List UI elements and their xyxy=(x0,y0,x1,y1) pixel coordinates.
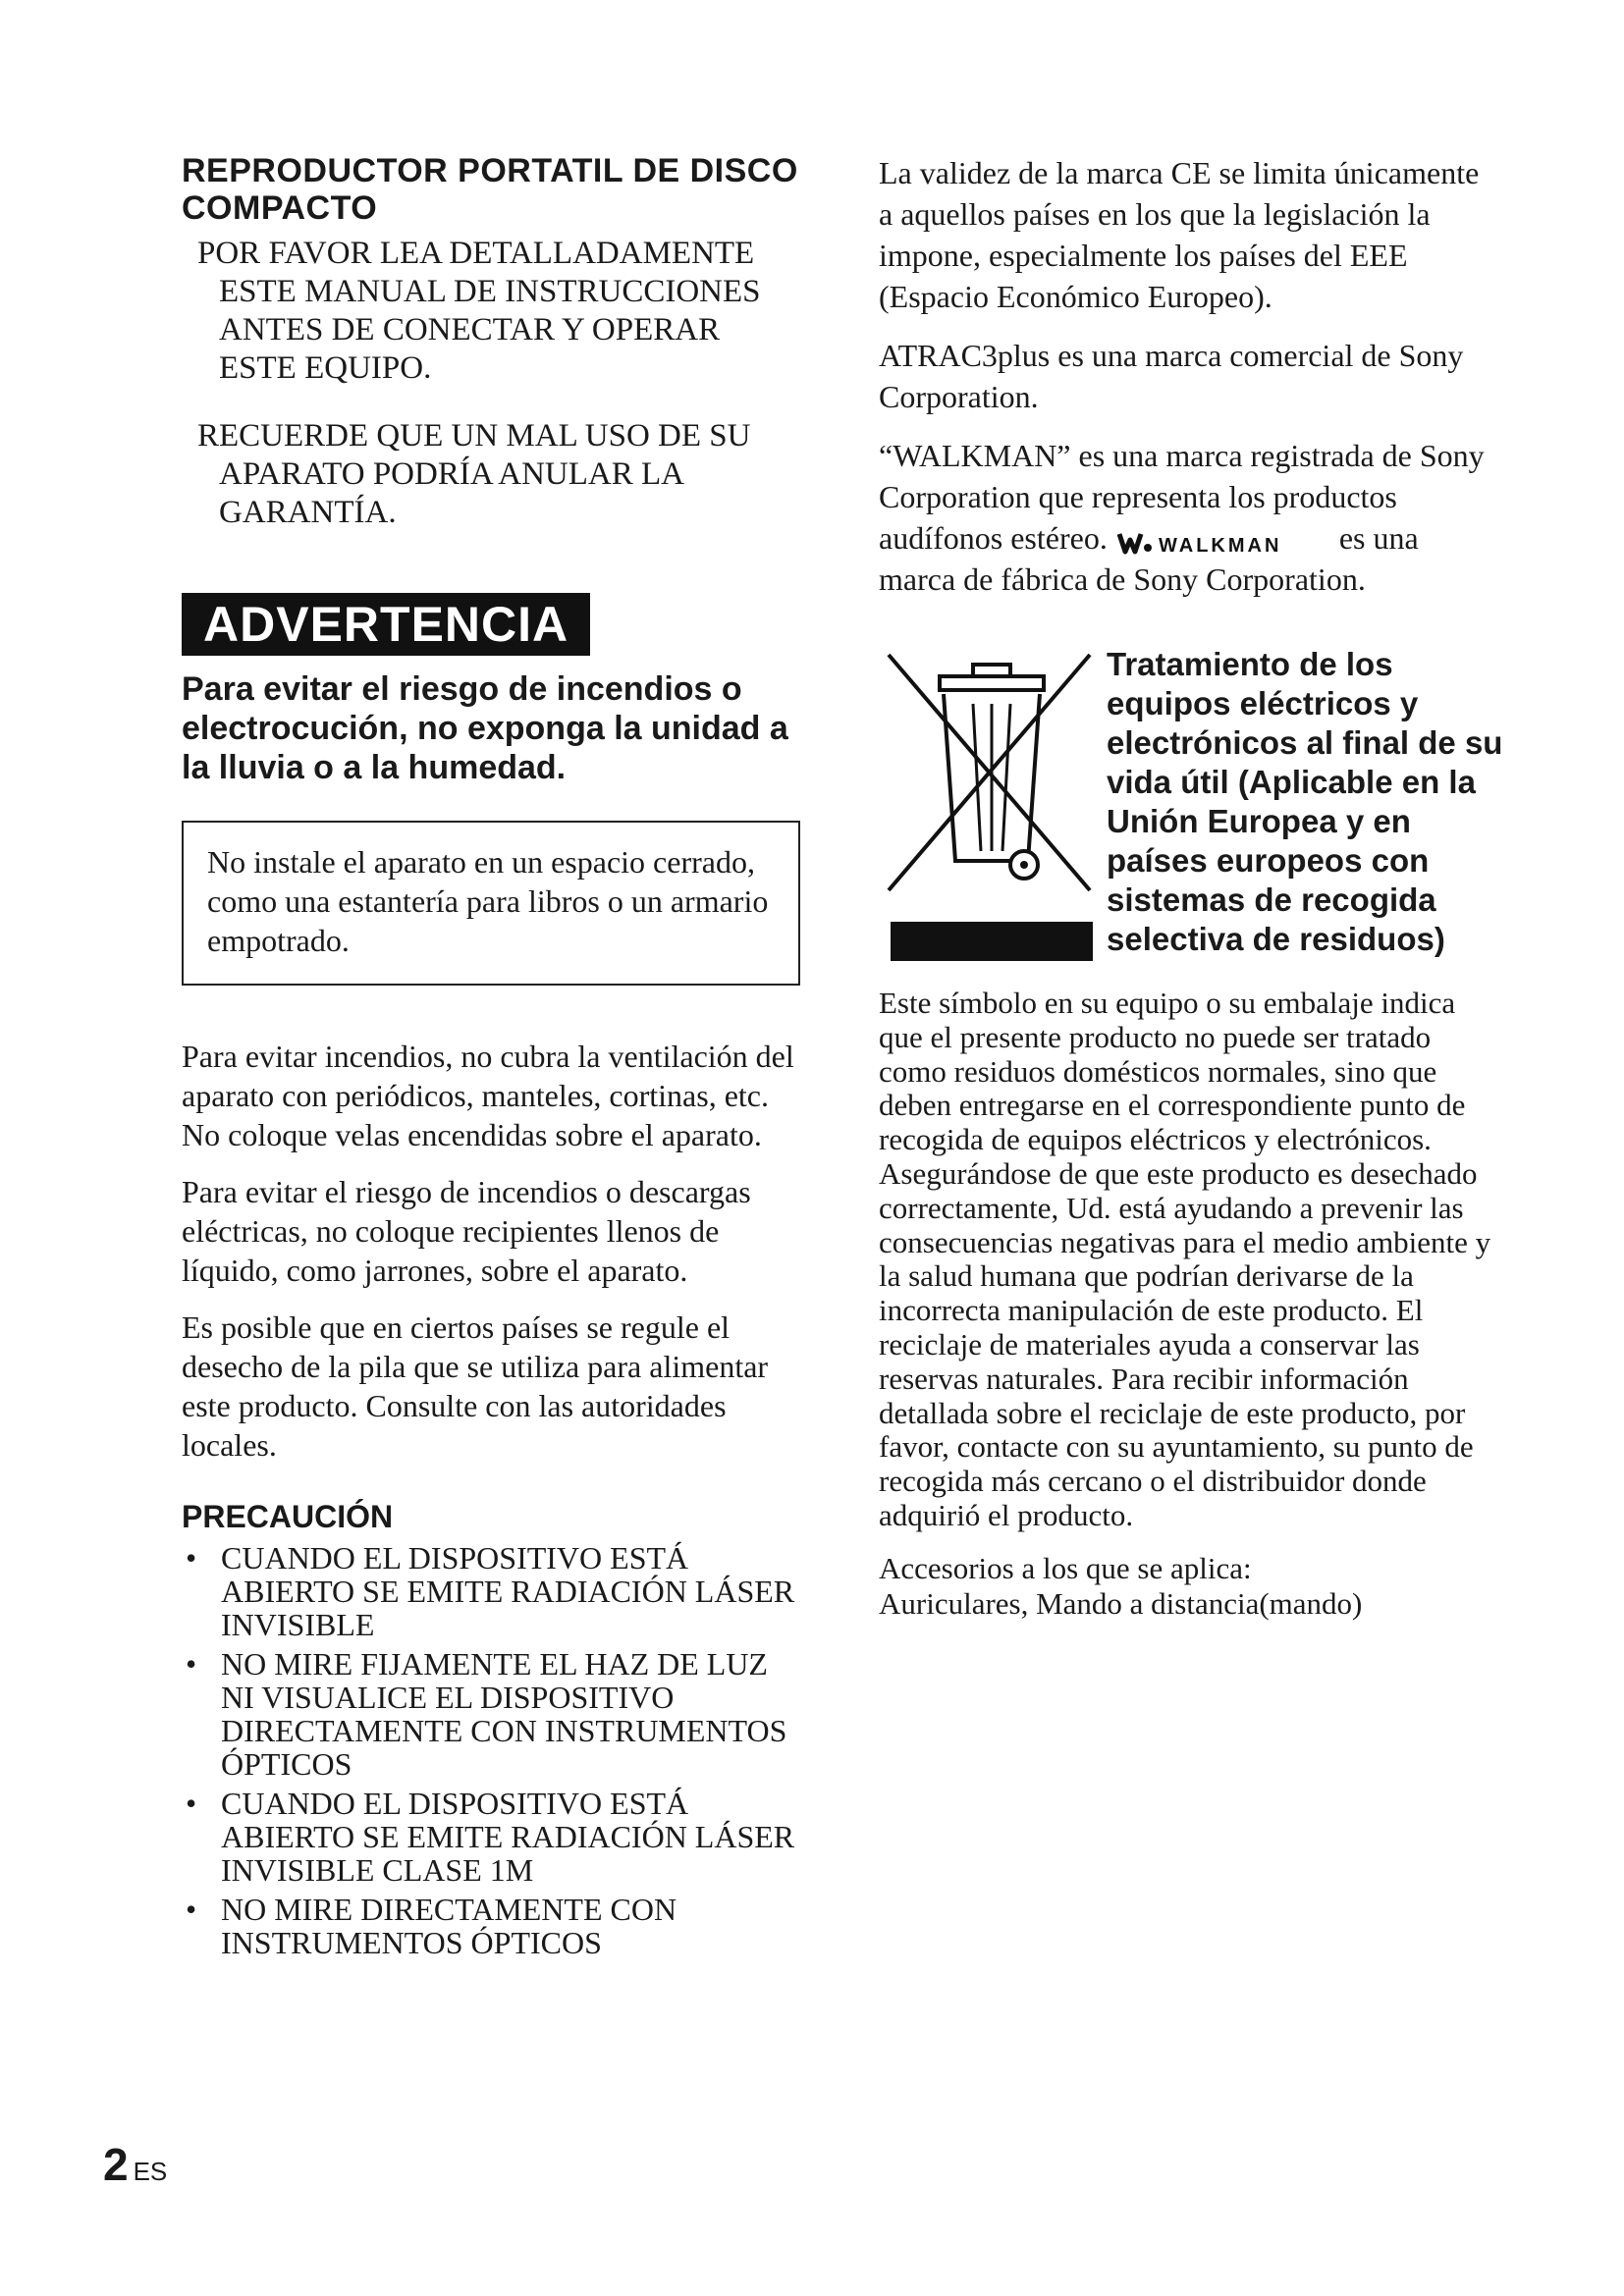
svg-text:WALKMAN: WALKMAN xyxy=(1158,534,1282,556)
warning-heading: Para evitar el riesgo de incendios o electrocución, no exponga la unidad a la lluvia o a la humedad. xyxy=(182,670,788,786)
ce-mark-paragraph: La validez de la marca CE se limita únicamente a aquellos países en los que la legislación la impone, especialmente los países del EEE (Espacio Económico Europeo). xyxy=(879,155,1480,314)
document-title: REPRODUCTOR PORTATIL DE DISCO COMPACTO xyxy=(182,152,798,227)
caution-item: • NO MIRE FIJAMENTE EL HAZ DE LUZ NI VISUALICE EL DISPOSITIVO DIRECTAMENTE CON INSTRUMENTOS ÓPTICOS xyxy=(186,1646,787,1782)
manual-notice: POR FAVOR LEA DETALLADAMENTE ESTE MANUAL DE INSTRUCCIONES ANTES DE CONECTAR Y OPERAR ESTE EQUIPO. xyxy=(197,236,761,386)
caution-item: • CUANDO EL DISPOSITIVO ESTÁ ABIERTO SE EMITE RADIACIÓN LÁSER INVISIBLE xyxy=(186,1540,795,1642)
language-code: ES xyxy=(133,2157,168,2186)
caution-item: • NO MIRE DIRECTAMENTE CON INSTRUMENTOS ÓPTICOS xyxy=(186,1892,677,1960)
bullet-glyph: • xyxy=(186,1892,197,1927)
bullet-glyph: • xyxy=(186,1646,197,1682)
ventilation-paragraph: Para evitar incendios, no cubra la ventilación del aparato con periódicos, manteles, cortinas, etc. No coloque velas encendidas sobre el aparato. xyxy=(182,1039,794,1152)
weee-section xyxy=(879,645,1503,979)
left-column xyxy=(182,152,800,1959)
crossed-out-bin-icon xyxy=(879,645,1105,969)
battery-paragraph: Es posible que en ciertos países se regule el desecho de la pila que se utiliza para alimentar este producto. Consulte con las autoridades locales. xyxy=(182,1309,769,1463)
caution-item: • CUANDO EL DISPOSITIVO ESTÁ ABIERTO SE EMITE RADIACIÓN LÁSER INVISIBLE CLASE 1M xyxy=(186,1786,795,1888)
walkman-paragraph: “WALKMAN” es una marca registrada de Sony Corporation que representa los productos audífonos estéreo. WALKMAN es una marca de fábrica de Sony Corporation. xyxy=(879,438,1485,597)
weee-heading: Tratamiento de los equipos eléctricos y electrónicos al final de su vida útil (Aplicable en la Unión Europea y en países europeos con sistemas de recogida selectiva de residuos) xyxy=(1107,646,1503,957)
accessories-list: Auriculares, Mando a distancia(mando) xyxy=(879,1585,1363,1621)
atrac-paragraph: ATRAC3plus es una marca comercial de Sony Corporation. xyxy=(879,338,1464,414)
walkman-logo-icon xyxy=(1115,528,1331,556)
warranty-notice: RECUERDE QUE UN MAL USO DE SU APARATO PODRÍA ANULAR LA GARANTÍA. xyxy=(197,418,751,530)
installation-note-box: No instale el aparato en un espacio cerrado, como una estantería para libros o un armario empotrado. xyxy=(182,821,800,986)
bullet-glyph: • xyxy=(186,1786,197,1821)
right-column xyxy=(879,152,1503,1622)
accessories-label: Accesorios a los que se aplica: xyxy=(879,1550,1252,1585)
bullet-glyph: • xyxy=(186,1540,197,1575)
weee-body: Este símbolo en su equipo o su embalaje indica que el presente producto no puede ser tratado como residuos domésticos normales, sino que deben entregarse en el correspondiente punto de recogida de equipos eléctricos y electrónicos. Asegurándose de que este producto es desechado correctamente, Ud. está ayudando a prevenir las consecuencias negativas para el medio ambiente y la salud humana que podrían derivarse de la incorrecta manipulación de este producto. El reciclaje de materiales ayuda a conservar las reservas naturales. Para recibir información detallada sobre el reciclaje de este producto, por favor, contacte con su ayuntamiento, su punto de recogida más cercano o el distribuidor donde adquirió el producto. xyxy=(879,986,1491,1532)
caution-heading: PRECAUCIÓN xyxy=(182,1499,394,1534)
page-number-value: 2 xyxy=(103,2139,130,2190)
liquid-paragraph: Para evitar el riesgo de incendios o descargas eléctricas, no coloque recipientes llenos de líquido, como jarrones, sobre el aparato. xyxy=(182,1174,751,1288)
warning-banner: ADVERTENCIA xyxy=(182,593,590,656)
accessories-block xyxy=(879,1551,1497,1622)
caution-list xyxy=(182,1541,800,1959)
page-number xyxy=(103,2138,167,2191)
